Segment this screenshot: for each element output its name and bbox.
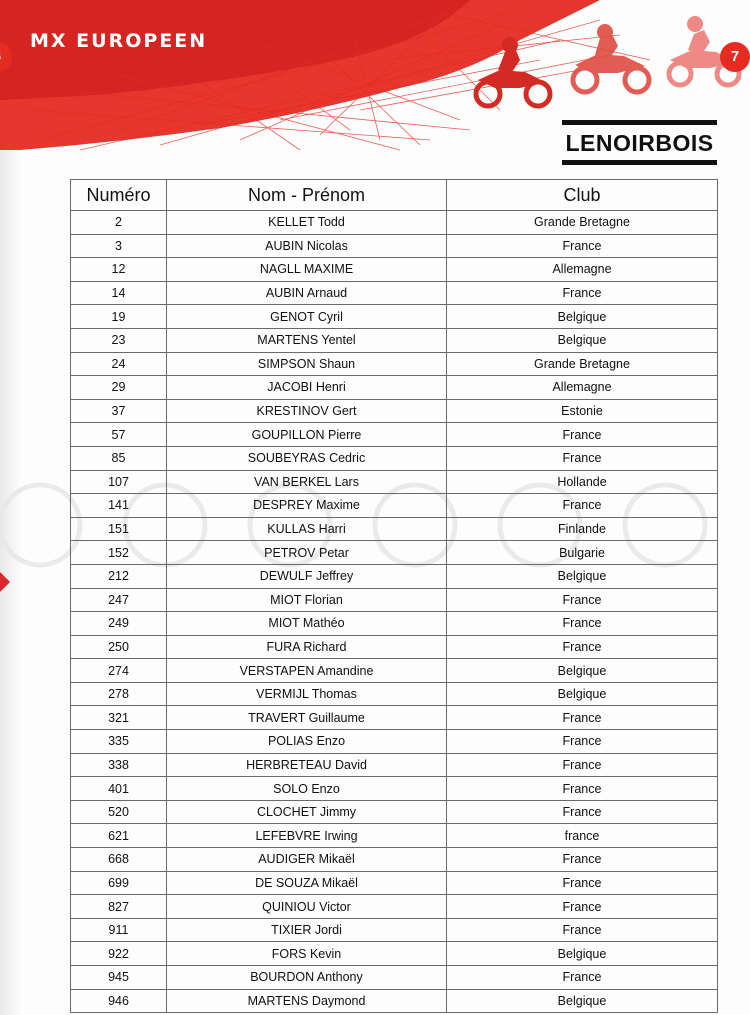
- cell-club: Belgique: [447, 564, 718, 588]
- motocross-rider-icon: [573, 24, 649, 92]
- cell-number: 278: [71, 682, 167, 706]
- cell-number: 945: [71, 966, 167, 990]
- cell-number: 12: [71, 258, 167, 282]
- cell-club: France: [447, 730, 718, 754]
- cell-name: VERSTAPEN Amandine: [167, 659, 447, 683]
- cell-number: 401: [71, 777, 167, 801]
- table-row: [71, 305, 718, 329]
- cell-number: 520: [71, 800, 167, 824]
- cell-club: France: [447, 281, 718, 305]
- cell-number: 152: [71, 541, 167, 565]
- column-header-number: Numéro: [71, 180, 167, 211]
- table-row: [71, 494, 718, 518]
- table-row: [71, 918, 718, 942]
- table-row: [71, 848, 718, 872]
- cell-number: 24: [71, 352, 167, 376]
- cell-club: Hollande: [447, 470, 718, 494]
- cell-name: MARTENS Yentel: [167, 328, 447, 352]
- table-row: [71, 824, 718, 848]
- cell-number: 946: [71, 989, 167, 1013]
- cell-club: Grande Bretagne: [447, 352, 718, 376]
- cell-club: Belgique: [447, 682, 718, 706]
- entries-table: [70, 179, 718, 1013]
- cell-number: 3: [71, 234, 167, 258]
- table-row: [71, 989, 718, 1013]
- table-row: [71, 446, 718, 470]
- cell-club: France: [447, 871, 718, 895]
- cell-name: NAGLL MAXIME: [167, 258, 447, 282]
- cell-number: 911: [71, 918, 167, 942]
- cell-number: 621: [71, 824, 167, 848]
- cell-name: SOLO Enzo: [167, 777, 447, 801]
- table-row: [71, 541, 718, 565]
- table-row: [71, 895, 718, 919]
- side-marker: [0, 572, 10, 592]
- cell-number: 827: [71, 895, 167, 919]
- cell-number: 212: [71, 564, 167, 588]
- cell-number: 85: [71, 446, 167, 470]
- cell-club: France: [447, 848, 718, 872]
- table-row: [71, 211, 718, 235]
- cell-name: MARTENS Daymond: [167, 989, 447, 1013]
- cell-name: VERMIJL Thomas: [167, 682, 447, 706]
- table-row: [71, 800, 718, 824]
- table-row: [71, 871, 718, 895]
- table-row: [71, 564, 718, 588]
- cell-club: Allemagne: [447, 258, 718, 282]
- cell-number: 247: [71, 588, 167, 612]
- cell-number: 29: [71, 376, 167, 400]
- cell-number: 2: [71, 211, 167, 235]
- cell-name: KRESTINOV Gert: [167, 399, 447, 423]
- cell-name: AUDIGER Mikaël: [167, 848, 447, 872]
- cell-club: Finlande: [447, 517, 718, 541]
- cell-name: QUINIOU Victor: [167, 895, 447, 919]
- cell-name: KELLET Todd: [167, 211, 447, 235]
- cell-number: 321: [71, 706, 167, 730]
- cell-name: SIMPSON Shaun: [167, 352, 447, 376]
- cell-name: TIXIER Jordi: [167, 918, 447, 942]
- cell-club: France: [447, 446, 718, 470]
- cell-club: France: [447, 588, 718, 612]
- table-row: [71, 753, 718, 777]
- cell-name: JACOBI Henri: [167, 376, 447, 400]
- cell-number: 699: [71, 871, 167, 895]
- table-row: [71, 966, 718, 990]
- table-row: [71, 376, 718, 400]
- cell-name: TRAVERT Guillaume: [167, 706, 447, 730]
- table-row: [71, 281, 718, 305]
- cell-name: AUBIN Nicolas: [167, 234, 447, 258]
- cell-club: France: [447, 918, 718, 942]
- cell-name: FURA Richard: [167, 635, 447, 659]
- cell-club: Belgique: [447, 659, 718, 683]
- table-row: [71, 423, 718, 447]
- cell-club: France: [447, 895, 718, 919]
- cell-number: 107: [71, 470, 167, 494]
- cell-number: 19: [71, 305, 167, 329]
- cell-club: Bulgarie: [447, 541, 718, 565]
- cell-name: VAN BERKEL Lars: [167, 470, 447, 494]
- table-header-row: [71, 180, 718, 211]
- table-row: [71, 234, 718, 258]
- table-row: [71, 612, 718, 636]
- table-row: [71, 470, 718, 494]
- cell-number: 23: [71, 328, 167, 352]
- table-row: [71, 517, 718, 541]
- table-row: [71, 352, 718, 376]
- cell-name: CLOCHET Jimmy: [167, 800, 447, 824]
- table-row: [71, 682, 718, 706]
- cell-club: France: [447, 706, 718, 730]
- table-row: [71, 659, 718, 683]
- cell-number: 14: [71, 281, 167, 305]
- cell-name: PETROV Petar: [167, 541, 447, 565]
- cell-number: 922: [71, 942, 167, 966]
- cell-name: GOUPILLON Pierre: [167, 423, 447, 447]
- club-title: LENOIRBOIS: [562, 120, 717, 165]
- table-row: [71, 706, 718, 730]
- cell-number: 250: [71, 635, 167, 659]
- cell-name: BOURDON Anthony: [167, 966, 447, 990]
- cell-club: France: [447, 423, 718, 447]
- cell-number: 249: [71, 612, 167, 636]
- column-header-name: Nom - Prénom: [167, 180, 447, 211]
- table-row: [71, 635, 718, 659]
- cell-club: France: [447, 777, 718, 801]
- cell-name: POLIAS Enzo: [167, 730, 447, 754]
- cell-name: GENOT Cyril: [167, 305, 447, 329]
- cell-number: 274: [71, 659, 167, 683]
- cell-number: 668: [71, 848, 167, 872]
- page-number-right: 7: [720, 42, 750, 72]
- cell-number: 37: [71, 399, 167, 423]
- column-header-club: Club: [447, 180, 718, 211]
- cell-name: AUBIN Arnaud: [167, 281, 447, 305]
- cell-club: France: [447, 635, 718, 659]
- cell-number: 151: [71, 517, 167, 541]
- table-row: [71, 258, 718, 282]
- cell-club: Belgique: [447, 305, 718, 329]
- cell-club: Belgique: [447, 989, 718, 1013]
- cell-name: DEWULF Jeffrey: [167, 564, 447, 588]
- cell-club: France: [447, 966, 718, 990]
- cell-name: LEFEBVRE Irwing: [167, 824, 447, 848]
- cell-name: MIOT Mathéo: [167, 612, 447, 636]
- cell-club: France: [447, 494, 718, 518]
- cell-name: DE SOUZA Mikaël: [167, 871, 447, 895]
- table-row: [71, 777, 718, 801]
- cell-club: Estonie: [447, 399, 718, 423]
- cell-club: Allemagne: [447, 376, 718, 400]
- cell-name: HERBRETEAU David: [167, 753, 447, 777]
- table-row: [71, 588, 718, 612]
- cell-number: 141: [71, 494, 167, 518]
- table-row: [71, 942, 718, 966]
- cell-club: France: [447, 800, 718, 824]
- cell-club: France: [447, 753, 718, 777]
- brand-title: MX EUROPEEN: [30, 30, 208, 52]
- cell-number: 338: [71, 753, 167, 777]
- table-row: [71, 328, 718, 352]
- cell-name: MIOT Florian: [167, 588, 447, 612]
- cell-name: DESPREY Maxime: [167, 494, 447, 518]
- cell-name: SOUBEYRAS Cedric: [167, 446, 447, 470]
- cell-club: Belgique: [447, 328, 718, 352]
- cell-club: Belgique: [447, 942, 718, 966]
- cell-number: 335: [71, 730, 167, 754]
- cell-club: France: [447, 612, 718, 636]
- table-row: [71, 399, 718, 423]
- cell-name: KULLAS Harri: [167, 517, 447, 541]
- cell-club: france: [447, 824, 718, 848]
- cell-name: FORS Kevin: [167, 942, 447, 966]
- table-row: [71, 730, 718, 754]
- cell-club: Grande Bretagne: [447, 211, 718, 235]
- cell-club: France: [447, 234, 718, 258]
- cell-number: 57: [71, 423, 167, 447]
